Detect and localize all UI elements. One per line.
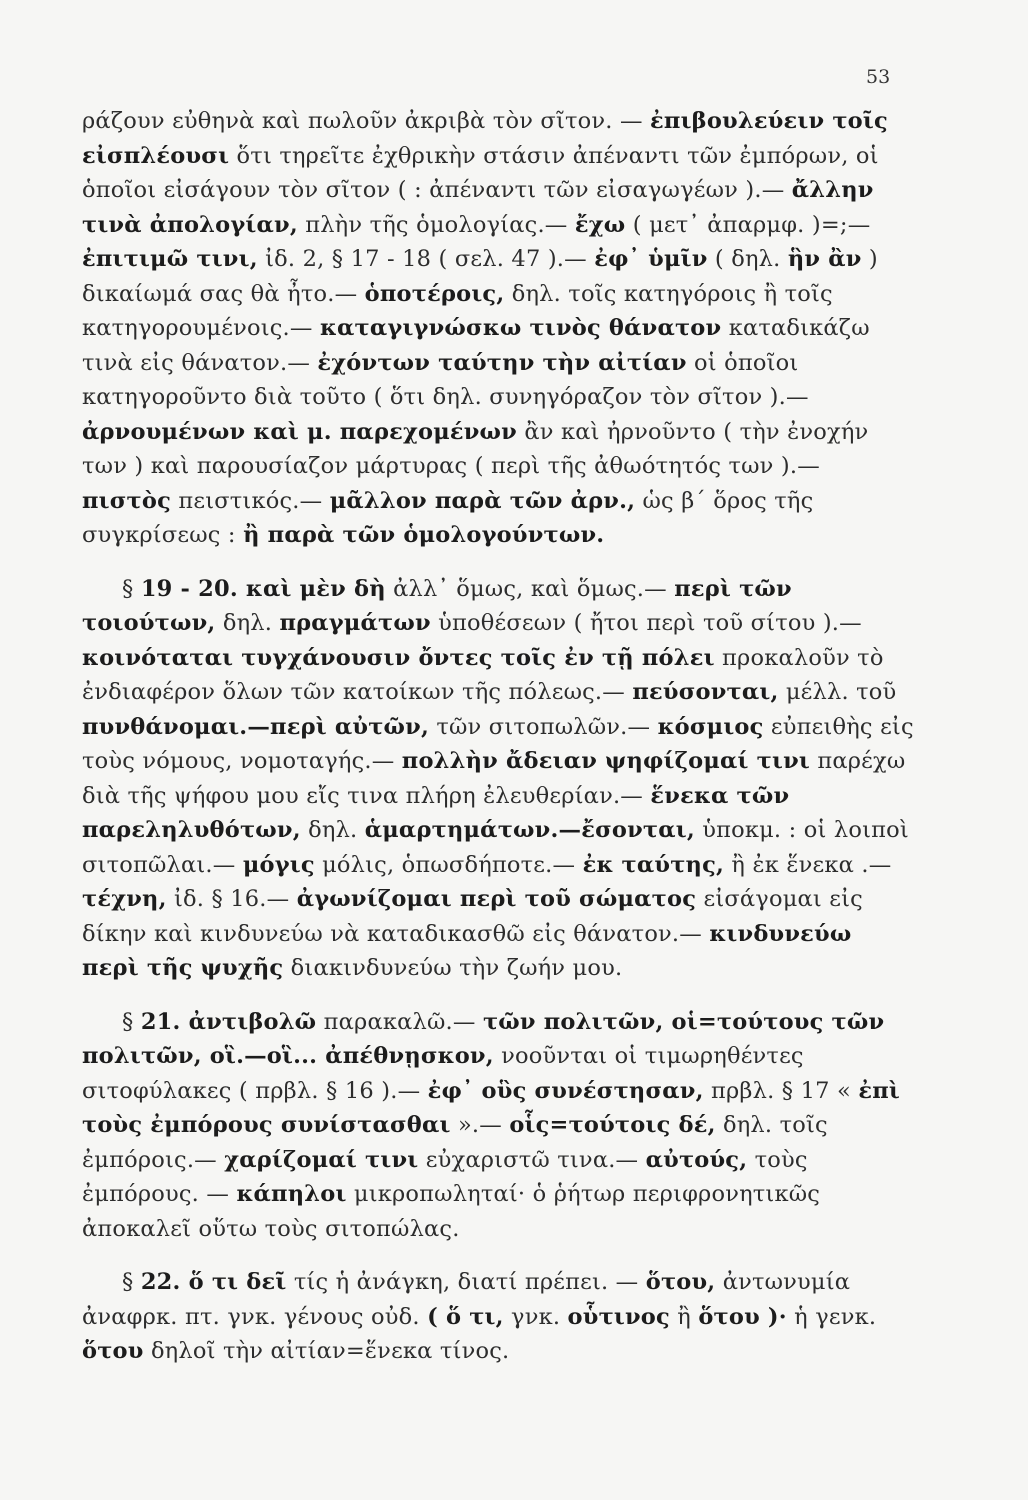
lemma-text: αὐτούς, [645,1146,748,1173]
lemma-text: κινδυνεύω περὶ τῆς ψυχῆς [82,920,852,981]
paragraph [82,1005,914,1247]
gloss-text: ».— [457,1112,502,1138]
lemma-text: ( ὅ τι, [427,1303,504,1330]
commentary-text [82,104,914,1369]
lemma-text: ἐφ᾽ οὓς συνέστησαν, [427,1077,704,1104]
lemma-text: πυνθάνομαι.—περὶ αὐτῶν, [82,713,429,740]
gloss-text: ὡς β´ ὅρος τῆς συγκρίσεως : [82,487,814,548]
gloss-text: μικροπωληταί· ὁ ῥήτωρ περιφρονητικῶς ἀποκαλεῖ οὕτω τοὺς σιτοπώλας. [82,1181,821,1242]
gloss-text: ἀλλ᾽ ὅμως, καὶ ὅμως.— [393,575,667,602]
gloss-text: δηλ. [308,817,358,843]
lemma-text: ὅτου )· [698,1303,787,1330]
gloss-text: ὑποκμ. : οἱ λοιποὶ σιτοπῶλαι.— [82,817,909,878]
gloss-text: ( δηλ. [714,246,781,272]
gloss-text: δηλ. τοῖς ἐμπόροις.— [82,1112,828,1173]
lemma-text: χαρίζομαί τινι [224,1146,419,1173]
lemma-text: μᾶλλον παρὰ τῶν ἀρν., [329,487,636,514]
gloss-text: διακινδυνεύω τὴν ζωήν μου. [290,955,623,981]
gloss-text: τῶν σιτοπωλῶν.— [436,713,651,740]
lemma-text: ἣν ἂν [787,246,862,272]
lemma-text: ἐπὶ τοὺς ἐμπόρους συνίστασθαι [82,1077,900,1138]
lemma-text: τῶν πολιτῶν, οἱ=τούτους τῶν πολιτῶν, οἳ.—οἳ... ἀπέθνῃσκον, [82,1008,885,1069]
lemma-text: τέχνη, [82,886,167,912]
lemma-text: ἀρνουμένων καὶ μ. παρεχομένων [82,418,517,445]
lemma-text: ἕνεκα τῶν παρεληλυθότων, [82,782,790,843]
gloss-text: πλὴν τῆς ὁμολογίας.— [305,211,568,238]
paragraph [82,104,914,553]
lemma-text: ἐπιβουλεύειν τοῖς εἰσπλέουσι [82,108,888,169]
gloss-text: τοὺς ἐμπόρους. — [82,1146,808,1207]
gloss-text: ἡ γενκ. [794,1303,877,1330]
gloss-text: προκαλοῦν τὸ ἐνδιαφέρον ὅλων τῶν κατοίκων τῆς πόλεως.— [82,644,884,705]
gloss-text: εὐχαριστῶ τινα.— [425,1146,639,1173]
gloss-text: § [122,1008,134,1035]
lemma-text: 21. ἀντιβολῶ [140,1008,317,1035]
lemma-text: ἔχω [574,211,626,238]
gloss-text: ἢ ἐκ ἕνεκα .— [731,851,892,878]
lemma-text: καταγιγνώσκω τινὸς θάνατον [319,315,722,341]
gloss-text: παρακαλῶ.— [323,1008,476,1035]
gloss-text: ἰδ. § 16.— [173,886,290,912]
gloss-text: ὅτι τηρεῖτε ἐχθρικὴν στάσιν ἀπέναντι τῶν ἐμπόρων, οἱ ὁποῖοι εἰσάγουν τὸν σῖτον ( : ἀπέναντι τῶν εἰσαγωγέων ).— [82,142,879,203]
gloss-text: οἱ ὁποῖοι κατηγοροῦντο διὰ τοῦτο ( ὅτι δηλ. συνηγόραζον τὸν σῖτον ).— [82,349,809,410]
lemma-text: ἐφ᾽ ὑμῖν [594,246,708,272]
lemma-text: ἁμαρτημάτων.—ἔσονται, [364,817,695,843]
gloss-text: δηλ. τοῖς κατηγόροις ἢ τοῖς κατηγορουμένοις.— [82,280,833,341]
lemma-text: ὁποτέροις, [364,280,505,307]
gloss-text: παρέχω διὰ τῆς ψήφου μου εἴς τινα πλήρη ἐλευθερίαν.— [82,748,906,809]
lemma-text: 19 - 20. καὶ μὲν δὴ [140,575,386,602]
lemma-text: κόσμιος [657,713,764,740]
lemma-text: ἐκ ταύτης, [582,851,725,878]
lemma-text: ἄλλην τινὰ ἀπολογίαν, [82,177,874,238]
lemma-text: περὶ τῶν τοιούτων, [82,575,792,636]
gloss-text: πρβλ. § 17 « [711,1077,851,1104]
lemma-text: κοινόταται τυγχάνουσιν ὄντες τοῖς ἐν τῇ πόλει [82,644,715,671]
gloss-text: ὑποθέσεων ( ἤτοι περὶ τοῦ σίτου ).— [438,610,862,636]
gloss-text: εὐπειθὴς εἰς τοὺς νόμους, νομοταγής.— [82,713,914,774]
gloss-text: δηλ. [222,610,273,636]
lemma-text: ἀγωνίζομαι περὶ τοῦ σώματος [296,886,697,912]
gloss-text: μόλις, ὁπωσδήποτε.— [322,851,576,878]
gloss-text: πειστικός.— [178,487,323,514]
gloss-text: μέλλ. τοῦ [785,679,897,705]
lemma-text: ἐπιτιμῶ τινι, [82,246,258,272]
lemma-text: 22. ὅ τι δεῖ [140,1269,287,1295]
lemma-text: πιστὸς [82,487,171,514]
lemma-text: κάπηλοι [236,1181,347,1207]
gloss-text: νοοῦνται οἱ τιμωρηθέντες σιτοφύλακες ( πρβλ. § 16 ).— [82,1043,804,1104]
gloss-text: καταδικάζω τινὰ εἰς θάνατον.— [82,315,870,376]
lemma-text: ἐχόντων ταύτην τὴν αἰτίαν [317,349,687,376]
gloss-text: ράζουν εὐθηνὰ καὶ πωλοῦν ἀκριβὰ τὸν σῖτον. — [82,108,643,134]
gloss-text: τίς ἡ ἀνάγκη, διατί πρέπει. — [293,1269,639,1295]
lemma-text: ἢ παρὰ τῶν ὁμολογούντων. [243,522,605,548]
gloss-text: ἢ [677,1303,691,1330]
gloss-text: εἰσάγομαι εἰς δίκην καὶ κινδυνεύω νὰ καταδικασθῶ εἰς θάνατον.— [82,886,863,947]
lemma-text: οἷς=τούτοις δέ, [509,1112,716,1138]
gloss-text: δηλοῖ τὴν αἰτίαν=ἕνεκα τίνος. [150,1338,510,1364]
paragraph [82,572,914,986]
lemma-text: ὅτου, [645,1269,716,1295]
gloss-text: § [122,575,134,602]
gloss-text: ἂν καὶ ἠρνοῦντο ( τὴν ἐνοχήν των ) καὶ παρουσίαζον μάρτυρας ( περὶ τῆς ἀθωότητός των ).— [82,418,869,479]
gloss-text: § [122,1269,134,1295]
gloss-text: ( μετ᾽ ἀπαρμφ. )=;— [632,211,871,238]
page-number: 53 [866,66,891,88]
gloss-text: γνκ. [511,1303,561,1330]
lemma-text: πραγμάτων [279,610,431,636]
gloss-text: ἰδ. 2, § 17 - 18 ( σελ. 47 ).— [265,246,587,272]
lemma-text: πεύσονται, [632,679,779,705]
lemma-text: πολλὴν ἄδειαν ψηφίζομαί τινι [401,748,811,774]
paragraph [82,1265,914,1369]
gloss-text: ἀντωνυμία ἀναφρκ. πτ. γνκ. γένους οὐδ. [82,1269,851,1330]
lemma-text: μόγις [242,851,315,878]
gloss-text: ) δικαίωμά σας θὰ ἦτο.— [82,246,878,307]
lemma-text: ὅτου [82,1338,144,1364]
lemma-text: οὗτινος [567,1303,670,1330]
